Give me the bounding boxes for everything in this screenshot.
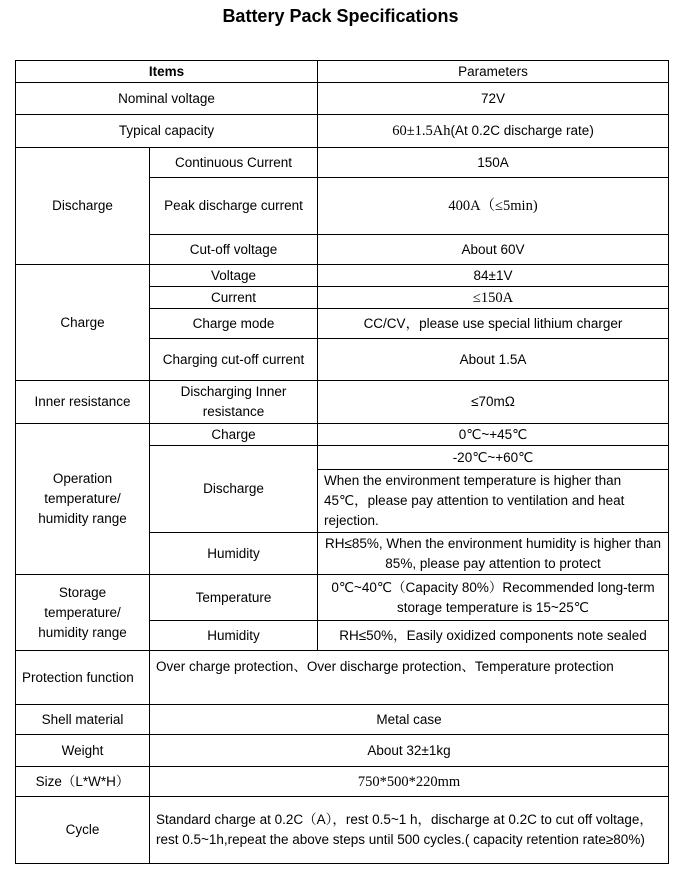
size-value: 750*500*220mm	[150, 767, 669, 797]
table-header-row	[16, 61, 669, 83]
continuous-current-label: Continuous Current	[150, 148, 318, 178]
table-row	[16, 705, 669, 735]
table-row	[16, 148, 669, 178]
typical-capacity-label: Typical capacity	[16, 115, 318, 148]
shell-material-label: Shell material	[16, 705, 150, 735]
table-row	[16, 797, 669, 864]
operation-humidity-value: RH≤85%, When the environment humidity is higher than 85%, please pay attention to protect	[318, 533, 669, 575]
header-parameters: Parameters	[318, 61, 669, 83]
charge-current-label: Current	[150, 287, 318, 309]
operation-charge-value: 0℃~+45℃	[318, 424, 669, 446]
table-row	[16, 83, 669, 115]
table-row	[16, 381, 669, 424]
operation-humidity-label: Humidity	[150, 533, 318, 575]
weight-value: About 32±1kg	[150, 735, 669, 767]
table-row	[16, 424, 669, 446]
spec-table	[15, 60, 669, 864]
table-row	[16, 115, 669, 148]
table-row	[16, 575, 669, 621]
charge-mode-value: CC/CV，please use special lithium charger	[318, 309, 669, 339]
inner-resistance-value: ≤70mΩ	[318, 381, 669, 424]
peak-discharge-label: Peak discharge current	[150, 178, 318, 235]
table-row	[16, 735, 669, 767]
protection-value: Over charge protection、Over discharge protection、Temperature protection	[150, 651, 669, 705]
charge-voltage-label: Voltage	[150, 265, 318, 287]
operation-discharge-value: -20℃~+60℃	[318, 446, 669, 470]
storage-temperature-value: 0℃~40℃（Capacity 80%）Recommended long-term storage temperature is 15~25℃	[318, 575, 669, 621]
nominal-voltage-label: Nominal voltage	[16, 83, 318, 115]
storage-humidity-label: Humidity	[150, 621, 318, 651]
operation-discharge-label: Discharge	[150, 446, 318, 533]
typical-capacity-note: (At 0.2C discharge rate)	[450, 123, 594, 138]
continuous-current-value: 150A	[318, 148, 669, 178]
charging-cutoff-value: About 1.5A	[318, 339, 669, 381]
cutoff-voltage-value: About 60V	[318, 235, 669, 265]
typical-capacity-value: 60±1.5Ah	[392, 123, 451, 139]
weight-label: Weight	[16, 735, 150, 767]
storage-humidity-value: RH≤50%，Easily oxidized components note sealed	[318, 621, 669, 651]
header-items: Items	[16, 61, 318, 83]
table-row	[16, 651, 669, 705]
page-title: Battery Pack Specifications	[222, 6, 459, 26]
charge-current-value: ≤150A	[318, 287, 669, 309]
cycle-value: Standard charge at 0.2C（A），rest 0.5~1 h，discharge at 0.2C to cut off voltage，rest 0.5~1h,repeat the above steps until 500 cycles.( capacity retention rate≥80%)	[150, 797, 669, 864]
size-label: Size（L*W*H）	[16, 767, 150, 797]
charge-mode-label: Charge mode	[150, 309, 318, 339]
charge-voltage-value: 84±1V	[318, 265, 669, 287]
table-row	[16, 767, 669, 797]
discharge-label: Discharge	[16, 148, 150, 265]
operation-discharge-note: When the environment temperature is higher than 45℃，please pay attention to ventilation and heat rejection.	[318, 470, 669, 533]
discharging-inner-resistance-label: Discharging Inner resistance	[150, 381, 318, 424]
inner-resistance-label: Inner resistance	[16, 381, 150, 424]
table-row	[16, 265, 669, 287]
operation-label: Operation temperature/ humidity range	[16, 424, 150, 575]
operation-charge-label: Charge	[150, 424, 318, 446]
cutoff-voltage-label: Cut-off voltage	[150, 235, 318, 265]
charge-label: Charge	[16, 265, 150, 381]
peak-discharge-value: 400A（≤5min)	[318, 178, 669, 235]
nominal-voltage-value: 72V	[318, 83, 669, 115]
storage-label: Storage temperature/ humidity range	[16, 575, 150, 651]
cycle-label: Cycle	[16, 797, 150, 864]
typical-capacity-cell	[318, 115, 669, 148]
storage-temperature-label: Temperature	[150, 575, 318, 621]
protection-label: Protection function	[16, 651, 150, 705]
charging-cutoff-label: Charging cut-off current	[150, 339, 318, 381]
shell-material-value: Metal case	[150, 705, 669, 735]
